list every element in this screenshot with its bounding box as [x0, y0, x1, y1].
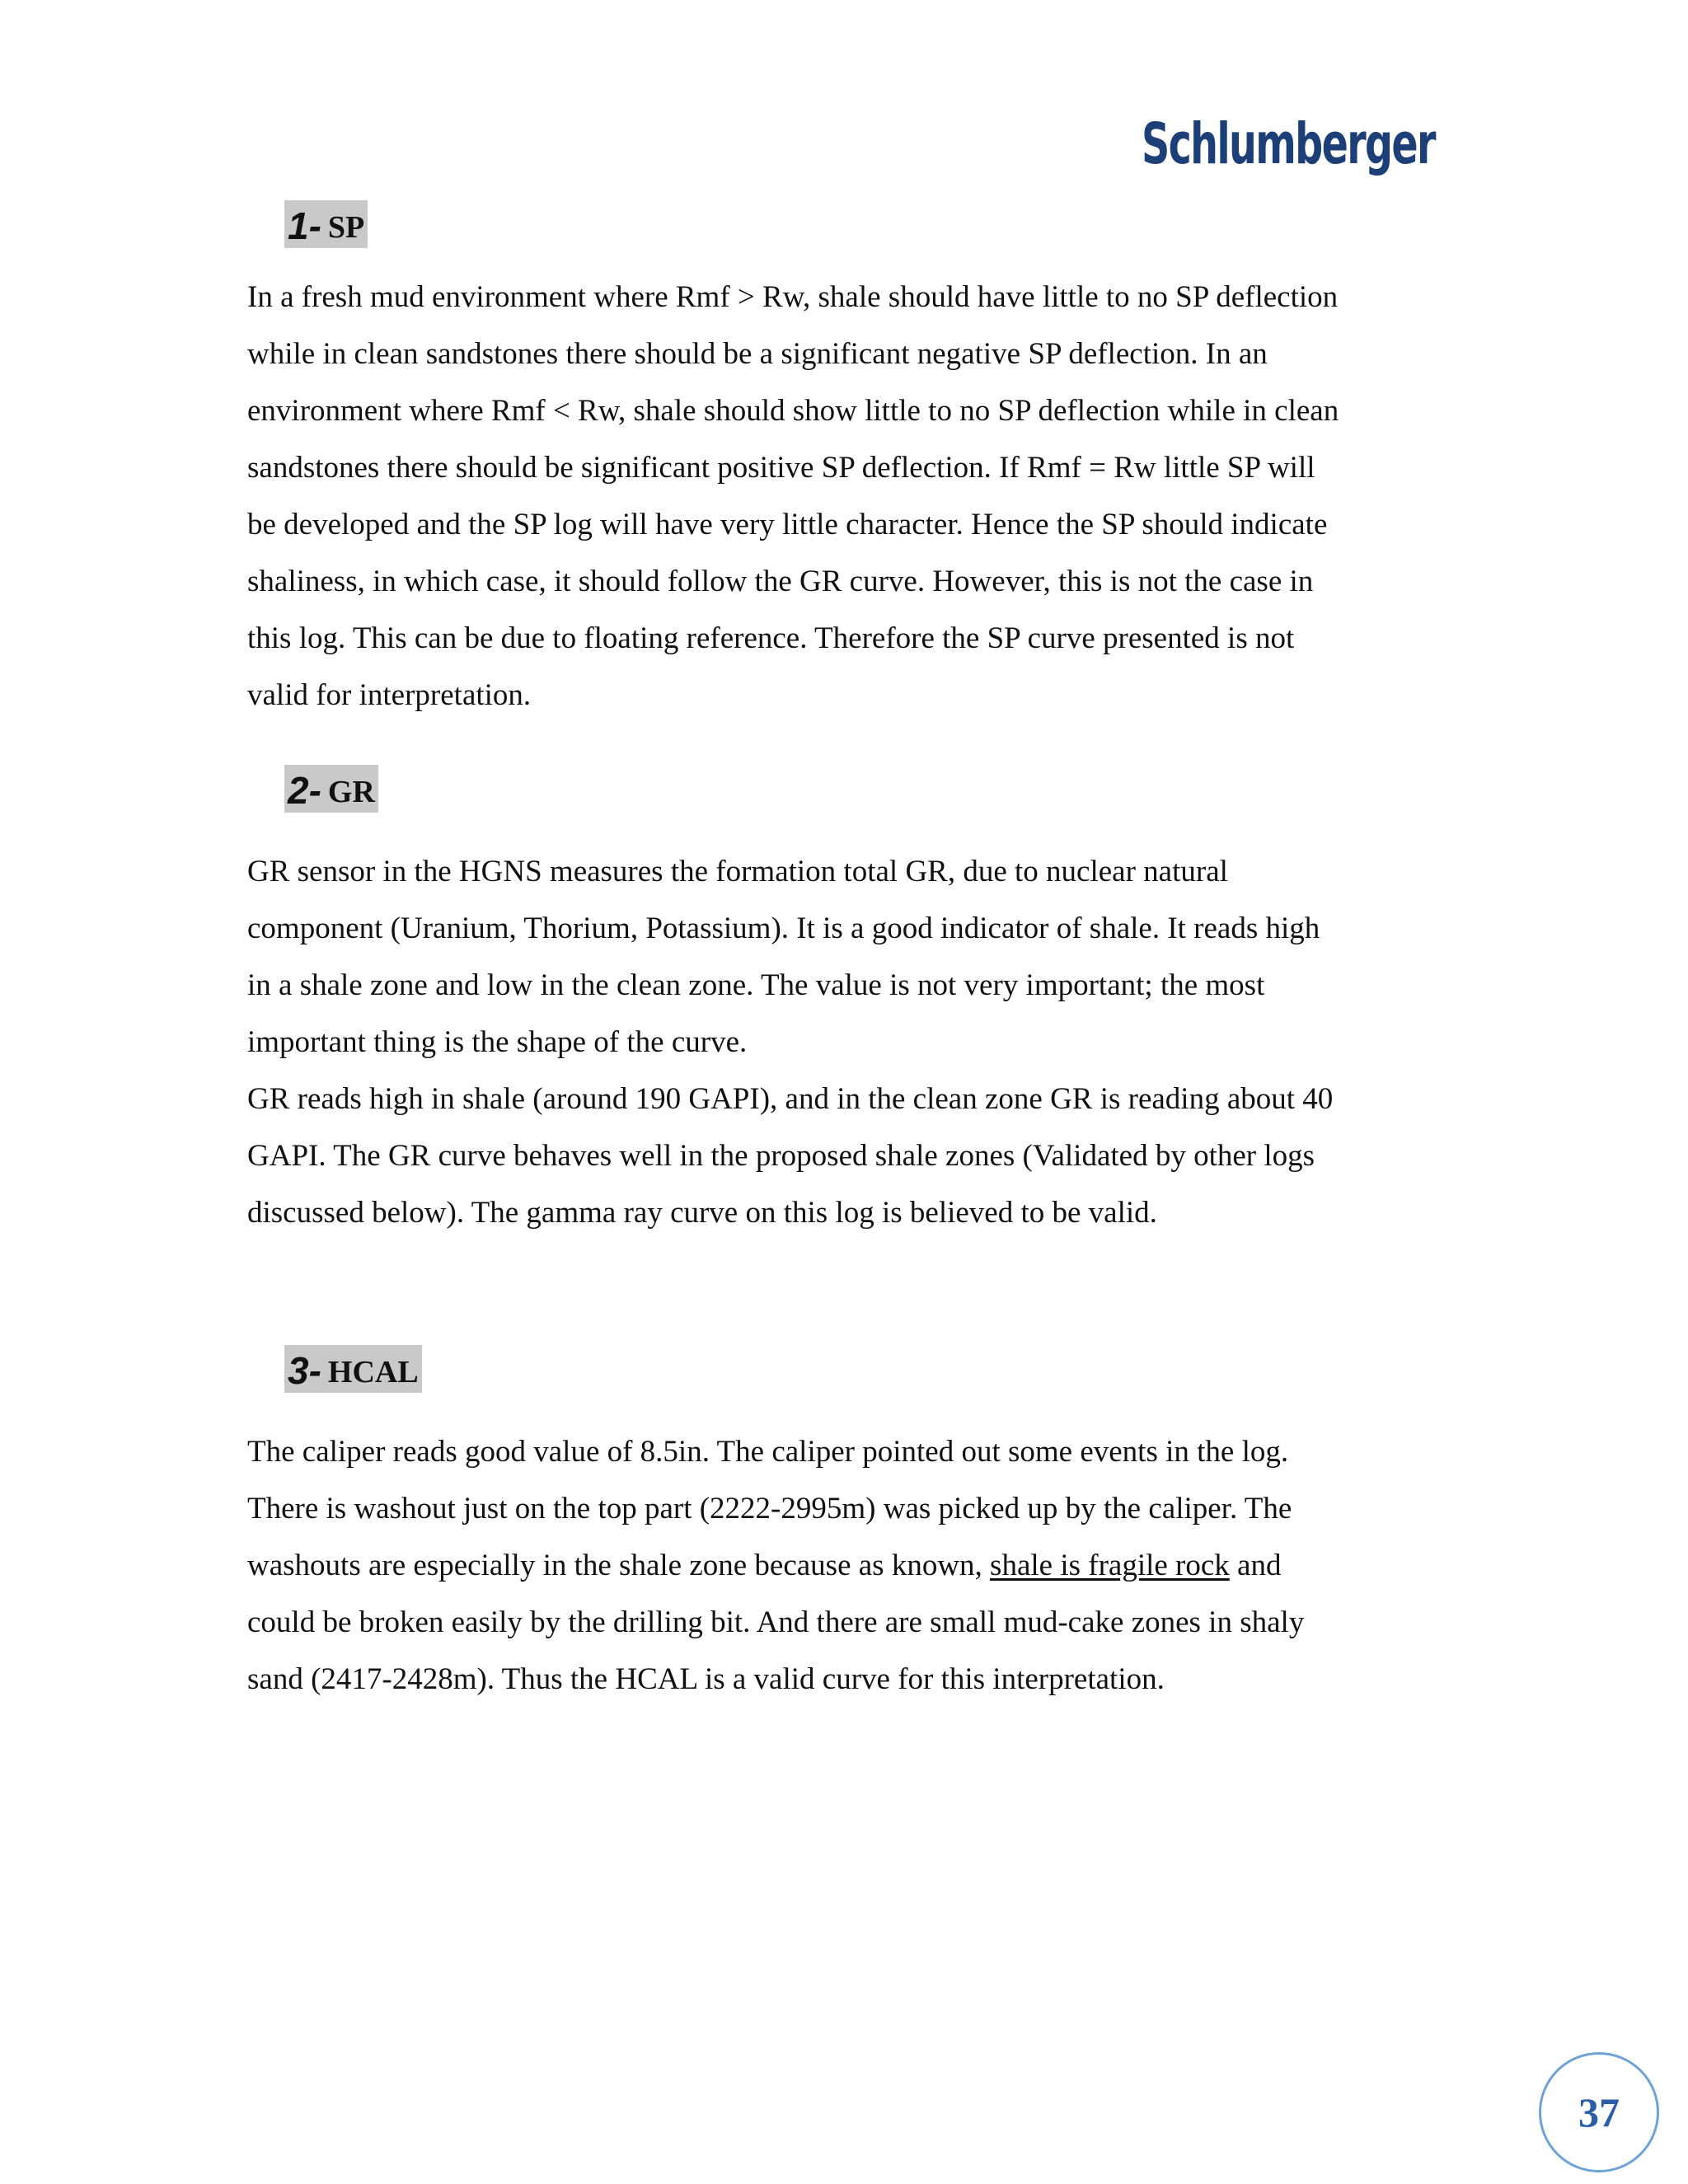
paragraph-line: GR reads high in shale (around 190 GAPI), and in the clean zone GR is reading about 40 — [247, 1082, 1334, 1116]
section-title: HCAL — [327, 1355, 419, 1390]
paragraph-line: sand (2417-2428m). Thus the HCAL is a valid curve for this interpretation. — [247, 1662, 1165, 1696]
paragraph-line: be developed and the SP log will have very little character. Hence the SP should indicate — [247, 508, 1328, 541]
line-text-end: and — [1229, 1549, 1282, 1582]
paragraph-line: this log. This can be due to floating reference. Therefore the SP curve presented is not — [247, 621, 1295, 655]
line-text: washouts are especially in the shale zone because as known, — [247, 1549, 982, 1582]
paragraph-line: The caliper reads good value of 8.5in. The caliper pointed out some events in the log. — [247, 1435, 1289, 1469]
gr-paragraph — [247, 843, 1451, 1241]
section-title: SP — [327, 210, 365, 245]
paragraph-line: important thing is the shape of the curve. — [247, 1025, 748, 1059]
section-title: GR — [327, 775, 375, 809]
paragraph-line: environment where Rmf < Rw, shale should show little to no SP deflection while in clean — [247, 394, 1339, 428]
paragraph-line: In a fresh mud environment where Rmf > Rw, shale should have little to no SP deflection — [247, 280, 1339, 314]
paragraph-line: GAPI. The GR curve behaves well in the proposed shale zones (Validated by other logs — [247, 1139, 1315, 1173]
schlumberger-logo: Schlumberger — [1142, 110, 1435, 177]
paragraph-line: shaliness, in which case, it should follow the GR curve. However, this is not the case in — [247, 565, 1314, 598]
sp-paragraph — [247, 269, 1451, 724]
underlined-phrase: shale is fragile rock — [990, 1549, 1230, 1582]
page-number-badge — [1539, 2052, 1659, 2172]
paragraph-line: sandstones there should be significant positive SP deflection. If Rmf = Rw little SP will — [247, 451, 1315, 485]
paragraph-line: in a shale zone and low in the clean zone. The value is not very important; the most — [247, 968, 1265, 1002]
paragraph-line: GR sensor in the HGNS measures the formation total GR, due to nuclear natural — [247, 855, 1228, 888]
section-heading-gr — [284, 765, 378, 813]
paragraph-line: component (Uranium, Thorium, Potassium). It is a good indicator of shale. It reads high — [247, 912, 1320, 945]
section-heading-hcal — [284, 1345, 422, 1393]
paragraph-line: valid for interpretation. — [247, 678, 532, 712]
hcal-paragraph — [247, 1423, 1451, 1708]
paragraph-line: discussed below). The gamma ray curve on this log is believed to be valid. — [247, 1196, 1157, 1230]
section-number: 3- — [288, 1349, 321, 1392]
paragraph-line — [247, 1537, 1451, 1594]
section-heading-sp — [284, 200, 368, 248]
section-number: 1- — [288, 204, 321, 247]
paragraph-line: could be broken easily by the drilling bit. And there are small mud-cake zones in shaly — [247, 1605, 1305, 1639]
page-number: 37 — [1578, 2089, 1620, 2135]
paragraph-line: There is washout just on the top part (2222-2995m) was picked up by the caliper. The — [247, 1492, 1292, 1526]
paragraph-line: while in clean sandstones there should be a significant negative SP deflection. In an — [247, 337, 1268, 371]
section-number: 2- — [288, 769, 321, 812]
